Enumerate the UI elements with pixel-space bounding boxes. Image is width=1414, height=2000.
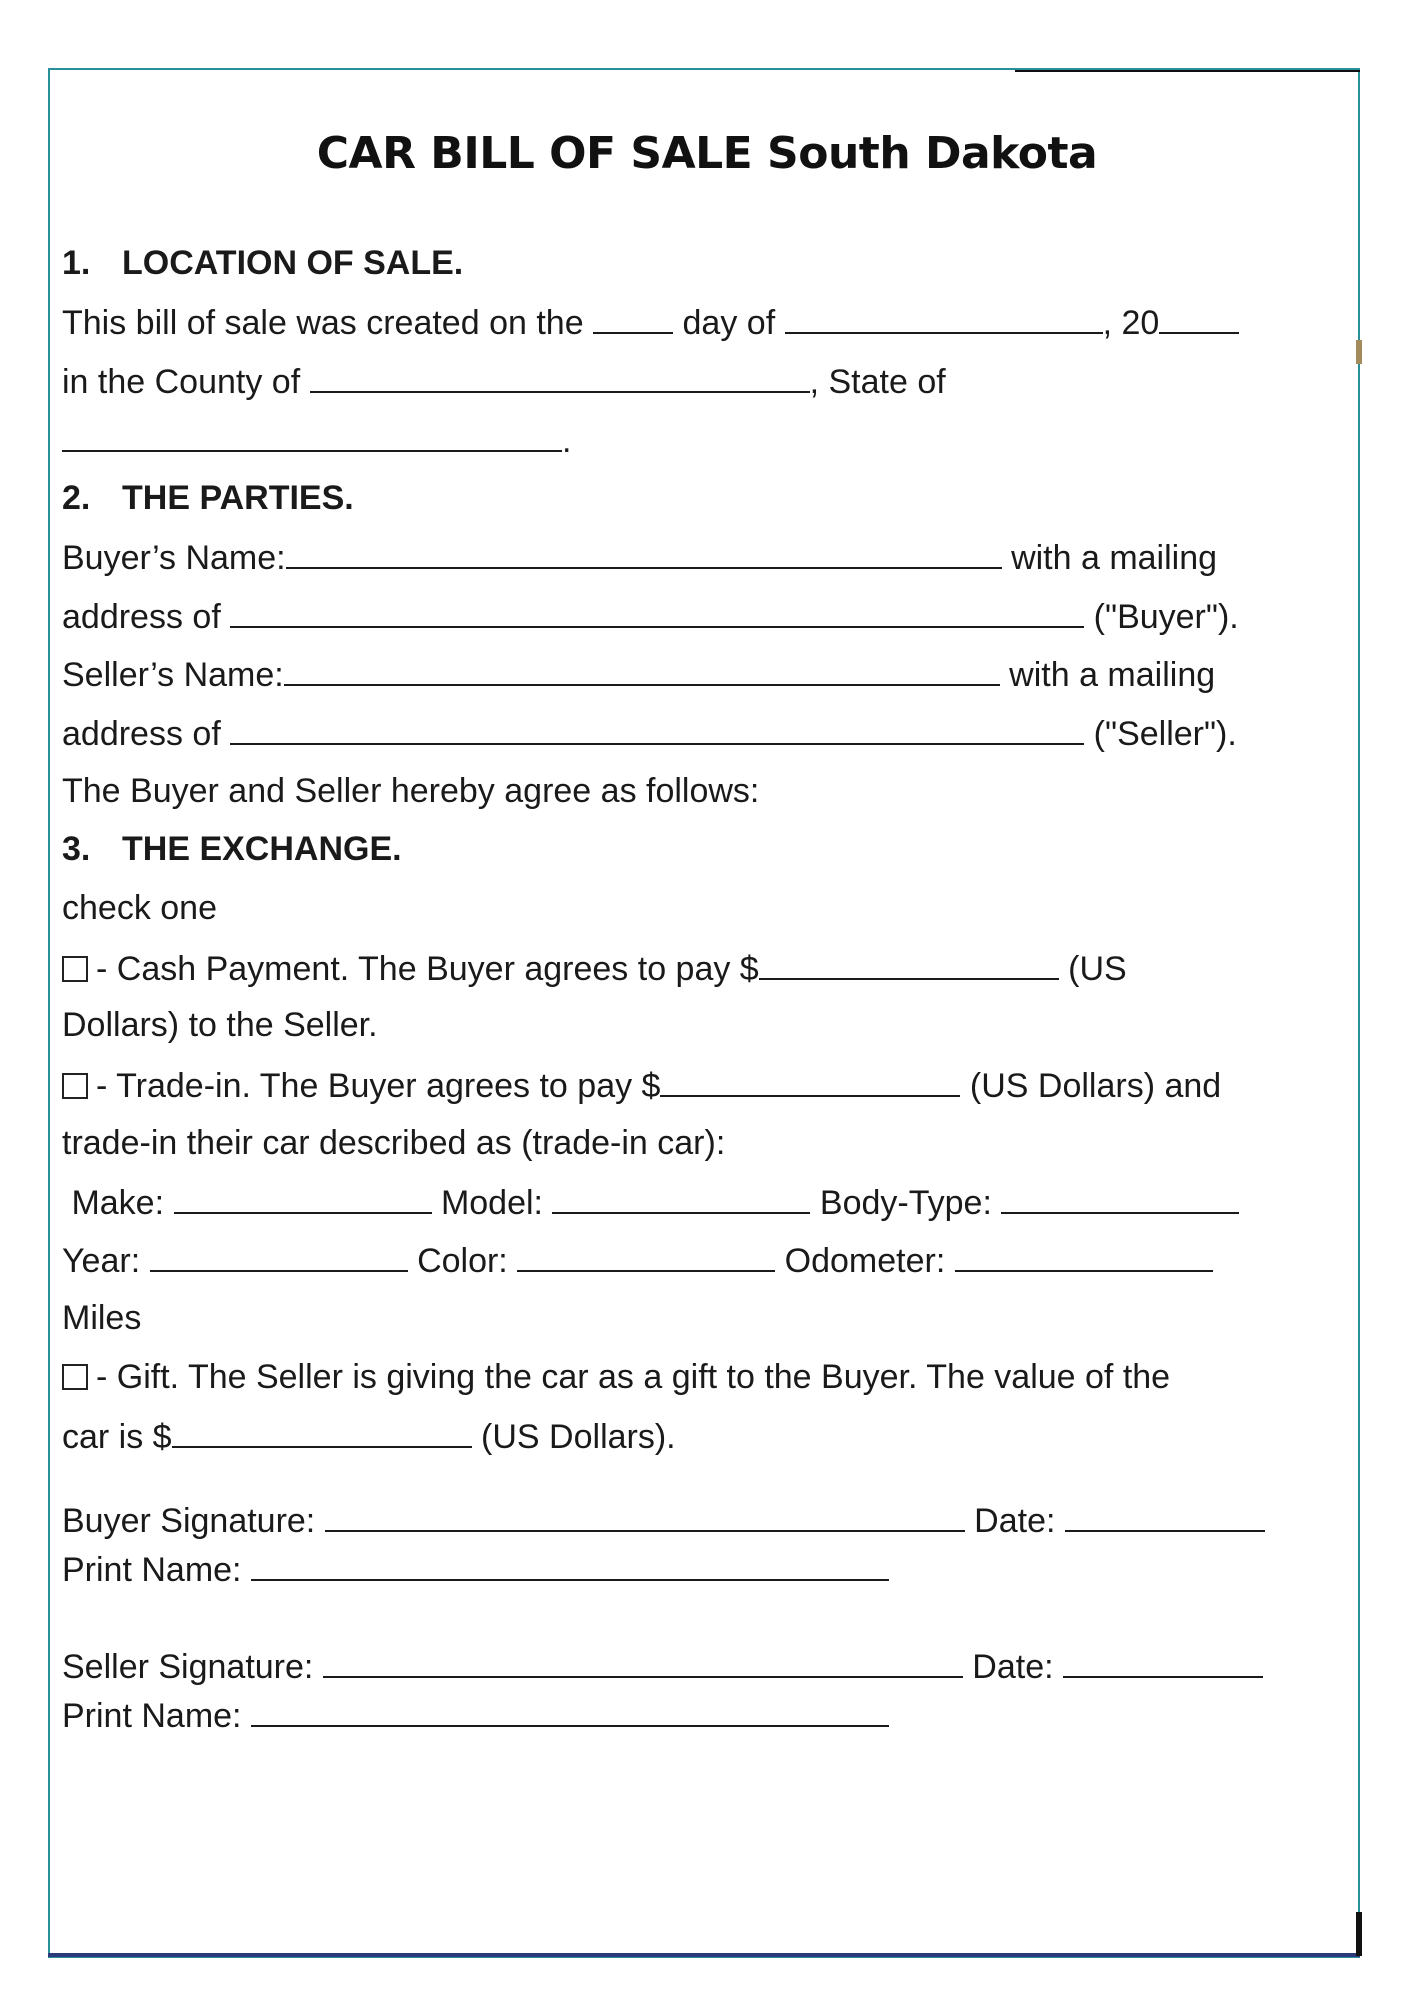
section-number: 3. <box>62 830 91 868</box>
side-mark <box>1356 340 1362 364</box>
label: Print Name: <box>62 1551 242 1589</box>
text: day of <box>682 304 776 342</box>
buyer-print-name-field[interactable] <box>251 1549 889 1581</box>
section-title: LOCATION OF SALE. <box>122 244 464 282</box>
month-field[interactable] <box>785 302 1103 334</box>
text: - Trade-in. The Buyer agrees to pay $ <box>96 1067 661 1105</box>
trade-amount-field[interactable] <box>660 1065 960 1097</box>
buyer-date-field[interactable] <box>1065 1500 1265 1532</box>
seller-address-field[interactable] <box>230 713 1084 745</box>
text: , State of <box>809 363 946 401</box>
location-line-1 <box>62 302 1239 343</box>
text: - Cash Payment. The Buyer agrees to pay $ <box>96 950 759 988</box>
buyer-signature-field[interactable] <box>325 1500 965 1532</box>
seller-signature-line <box>62 1646 1263 1687</box>
year-field[interactable] <box>150 1240 408 1272</box>
seller-signature-field[interactable] <box>323 1646 963 1678</box>
location-line-3 <box>62 420 571 461</box>
label: Color: <box>417 1242 508 1280</box>
seller-name-line <box>62 654 1215 695</box>
day-field[interactable] <box>593 302 673 334</box>
label: address of <box>62 598 221 636</box>
text: ("Buyer"). <box>1093 598 1239 636</box>
agreement-text: The Buyer and Seller hereby agree as follows: <box>62 772 760 810</box>
buyer-signature-line <box>62 1500 1265 1541</box>
section-number: 2. <box>62 479 91 517</box>
text: car is $ <box>62 1418 172 1456</box>
cash-checkbox[interactable] <box>62 956 88 982</box>
text: with a mailing <box>1009 656 1216 694</box>
label: Body-Type: <box>819 1184 992 1222</box>
trade-car-line-2 <box>62 1240 1213 1281</box>
gift-option-line <box>62 1358 1170 1397</box>
text: in the County of <box>62 363 301 401</box>
label: Date: <box>972 1648 1054 1686</box>
cash-option-line <box>62 948 1127 989</box>
section-1-heading <box>62 244 463 283</box>
label: Make: <box>71 1184 165 1222</box>
text: , 20 <box>1102 304 1160 342</box>
color-field[interactable] <box>517 1240 775 1272</box>
text: . <box>562 422 572 460</box>
top-rule <box>1015 70 1360 72</box>
label: Buyer Signature: <box>62 1502 316 1540</box>
check-one-label: check one <box>62 889 217 927</box>
document-title: CAR BILL OF SALE South Dakota <box>316 128 1098 179</box>
label: Seller Signature: <box>62 1648 314 1686</box>
seller-name-field[interactable] <box>284 654 1000 686</box>
seller-date-field[interactable] <box>1063 1646 1263 1678</box>
gift-option-line-2 <box>62 1416 676 1457</box>
section-2-heading <box>62 479 354 518</box>
cash-amount-field[interactable] <box>759 948 1059 980</box>
label: Year: <box>62 1242 141 1280</box>
buyer-name-field[interactable] <box>286 537 1002 569</box>
label: Odometer: <box>784 1242 946 1280</box>
section-3-heading <box>62 830 402 869</box>
buyer-name-line <box>62 537 1217 578</box>
trade-in-checkbox[interactable] <box>62 1073 88 1099</box>
section-number: 1. <box>62 244 91 282</box>
text: (US Dollars) and <box>969 1067 1222 1105</box>
body-type-field[interactable] <box>1001 1182 1239 1214</box>
trade-option-line <box>62 1065 1221 1106</box>
model-field[interactable] <box>552 1182 810 1214</box>
trade-option-line-2: trade-in their car described as (trade-in car): <box>62 1124 726 1162</box>
corner-mark <box>1356 1912 1362 1956</box>
text: with a mailing <box>1011 539 1218 577</box>
text: This bill of sale was created on the <box>62 304 584 342</box>
buyer-print-name-line <box>62 1549 889 1590</box>
label: Print Name: <box>62 1697 242 1735</box>
border-accent <box>48 1953 1360 1957</box>
section-title: THE EXCHANGE. <box>122 830 402 868</box>
trade-car-line-1 <box>62 1182 1239 1223</box>
label: Model: <box>440 1184 544 1222</box>
location-line-2 <box>62 361 946 402</box>
odometer-field[interactable] <box>955 1240 1213 1272</box>
text: - Gift. The Seller is giving the car as a gift to the Buyer. The value of the <box>96 1358 1171 1396</box>
buyer-address-field[interactable] <box>230 596 1084 628</box>
year-field[interactable] <box>1159 302 1239 334</box>
buyer-address-line <box>62 596 1239 637</box>
state-field[interactable] <box>62 420 562 452</box>
label: Date: <box>974 1502 1056 1540</box>
label: address of <box>62 715 221 753</box>
section-title: THE PARTIES. <box>122 479 354 517</box>
label: Buyer’s Name: <box>62 539 286 577</box>
county-field[interactable] <box>310 361 810 393</box>
text: (US <box>1068 950 1127 988</box>
make-field[interactable] <box>174 1182 432 1214</box>
gift-checkbox[interactable] <box>62 1364 88 1390</box>
label: Seller’s Name: <box>62 656 284 694</box>
text: (US Dollars). <box>481 1418 676 1456</box>
text: ("Seller"). <box>1093 715 1237 753</box>
cash-option-line-2: Dollars) to the Seller. <box>62 1006 378 1044</box>
seller-print-name-line <box>62 1695 889 1736</box>
miles-label: Miles <box>62 1299 142 1337</box>
seller-address-line <box>62 713 1237 754</box>
gift-value-field[interactable] <box>172 1416 472 1448</box>
seller-print-name-field[interactable] <box>251 1695 889 1727</box>
